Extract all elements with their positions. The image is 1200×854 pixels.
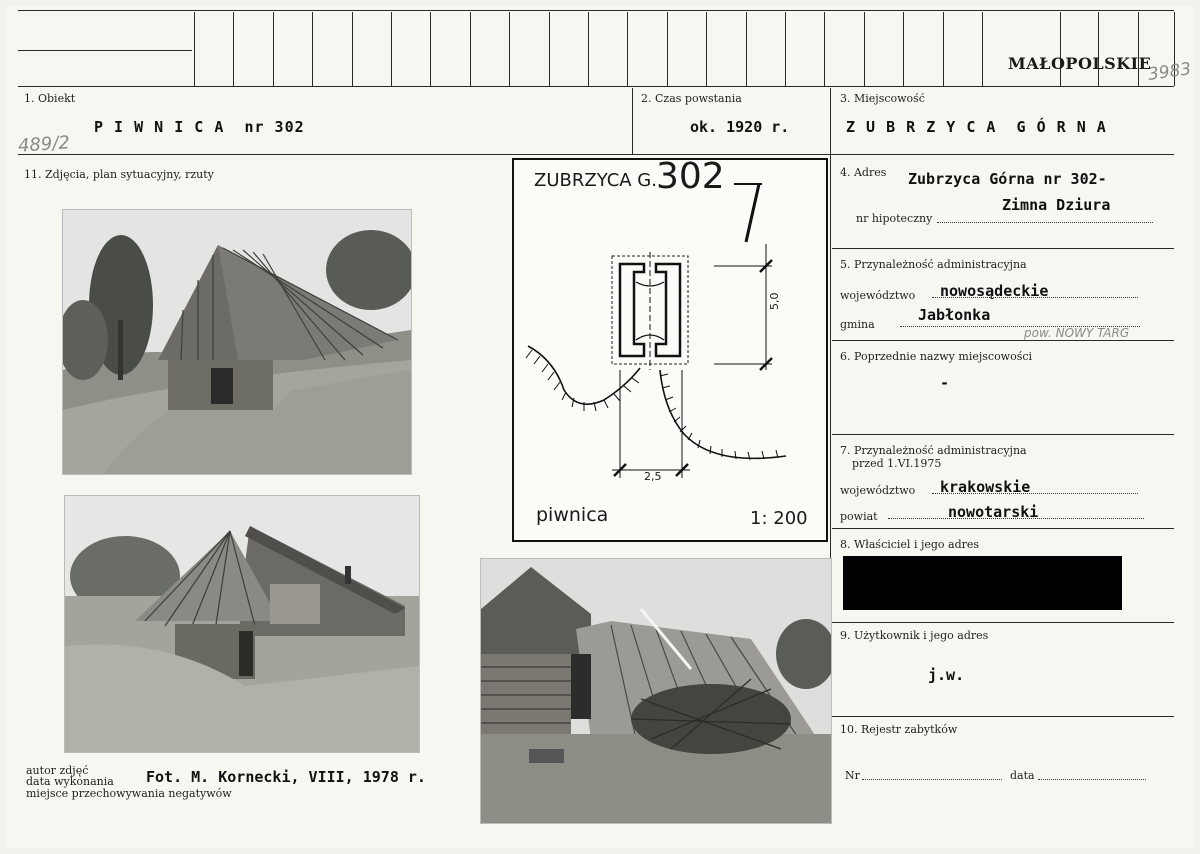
obiekt-label: 1. Obiekt [24, 92, 76, 105]
miejscowosc-value: Z U B R Z Y C A G Ó R N A [846, 118, 1107, 136]
wojewodztwo-label: województwo [840, 289, 916, 302]
powiat-label: powiat [840, 510, 878, 523]
adres-label: 4. Adres [840, 166, 887, 179]
header-left-rule [18, 50, 192, 51]
tick-divider [785, 12, 786, 86]
pencil-number: 3983 [1146, 59, 1193, 85]
footer-value: Fot. M. Kornecki, VIII, 1978 r. [146, 768, 426, 786]
row-rule [832, 434, 1174, 435]
wojewodztwo-1975-value: krakowskie [940, 478, 1031, 496]
tick-divider [391, 12, 392, 86]
tick-divider [1098, 12, 1099, 86]
gmina-value: Jabłonka [918, 306, 991, 324]
tick-divider [509, 12, 510, 86]
powiat-value: nowotarski [948, 503, 1039, 521]
dotted-line [862, 779, 1002, 780]
tick-divider [943, 12, 944, 86]
row-rule [832, 528, 1174, 529]
region-stamp: MAŁOPOLSKIE [1008, 54, 1152, 73]
gmina-pencil-note: pow. NOWY TARG [1024, 326, 1130, 340]
uzytkownik-value: j.w. [928, 666, 965, 684]
rejestr-data-label: data [1010, 769, 1035, 782]
divider [830, 88, 831, 154]
adres-line1: Zubrzyca Górna nr 302- [908, 170, 1107, 188]
dotted-line [932, 493, 1138, 494]
adres-line2: Zimna Dziura [1002, 196, 1111, 214]
tick-divider [194, 12, 195, 86]
tick-divider [903, 12, 904, 86]
zdjecia-label: 11. Zdjęcia, plan sytuacyjny, rzuty [24, 168, 214, 181]
plan-number: 302 [656, 156, 725, 197]
plan-dim-horizontal: 2,5 [644, 470, 662, 483]
tick-divider [667, 12, 668, 86]
dotted-line [937, 222, 1153, 223]
tick-divider [588, 12, 589, 86]
czas-value: ok. 1920 r. [690, 118, 790, 136]
plan-title: ZUBRZYCA G. [534, 170, 657, 191]
obiekt-value: P I W N I C A nr 302 [94, 118, 305, 136]
przynaleznosc-1975-label: 7. Przynależność administracyjna [840, 444, 1027, 457]
redaction-block [843, 556, 1122, 610]
cellar-photo-1 [62, 209, 412, 475]
tick-divider [627, 12, 628, 86]
tick-divider [273, 12, 274, 86]
tick-divider [864, 12, 865, 86]
row-rule [832, 622, 1174, 623]
tick-divider [430, 12, 431, 86]
autor-label: autor zdjęć [26, 764, 89, 777]
plan-scale: 1: 200 [750, 508, 808, 529]
plan-linework [514, 160, 825, 539]
divider [632, 88, 633, 154]
tick-divider [824, 12, 825, 86]
row-rule [832, 340, 1174, 341]
tick-divider [746, 12, 747, 86]
wlasciciel-label: 8. Właściciel i jego adres [840, 538, 980, 551]
przynaleznosc-1975-label2: przed 1.VI.1975 [852, 457, 942, 470]
poprzednie-value: - [940, 374, 950, 392]
tick-divider [982, 12, 983, 86]
header-bottom-rule [18, 86, 1174, 87]
row-rule [832, 716, 1174, 717]
data-label: data wykonania [26, 775, 114, 788]
miejscowosc-label: 3. Miejscowość [840, 92, 925, 105]
tick-divider [1060, 12, 1061, 86]
gmina-label: gmina [840, 318, 875, 331]
tick-divider [549, 12, 550, 86]
cellar-photo-3 [480, 558, 832, 824]
row-rule [832, 248, 1174, 249]
przynaleznosc-label: 5. Przynależność administracyjna [840, 258, 1027, 271]
tick-divider [706, 12, 707, 86]
plan-caption: piwnica [536, 504, 609, 526]
tick-divider [352, 12, 353, 86]
tick-divider [1138, 12, 1139, 86]
rejestr-label: 10. Rejestr zabytków [840, 723, 958, 736]
hipoteczny-label: nr hipoteczny [856, 212, 933, 225]
obiekt-pencil-note: 489/2 [17, 132, 71, 157]
tick-divider [470, 12, 471, 86]
wojewodztwo-1975-label: województwo [840, 484, 916, 497]
dotted-line [932, 297, 1138, 298]
header-top-rule [18, 10, 1174, 11]
rejestr-nr-label: Nr [845, 769, 860, 782]
uzytkownik-label: 9. Użytkownik i jego adres [840, 629, 989, 642]
plan-dim-vertical: 5,0 [768, 292, 781, 310]
cellar-photo-2 [64, 495, 420, 753]
wojewodztwo-value: nowosądeckie [940, 282, 1049, 300]
tick-divider [312, 12, 313, 86]
dotted-line [888, 518, 1144, 519]
row1-rule [18, 154, 1174, 155]
miejsce-label: miejsce przechowywania negatywów [26, 787, 232, 800]
floor-plan-drawing [512, 158, 828, 542]
dotted-line [1038, 779, 1146, 780]
tick-divider [233, 12, 234, 86]
czas-label: 2. Czas powstania [641, 92, 742, 105]
poprzednie-label: 6. Poprzednie nazwy miejscowości [840, 350, 1033, 363]
